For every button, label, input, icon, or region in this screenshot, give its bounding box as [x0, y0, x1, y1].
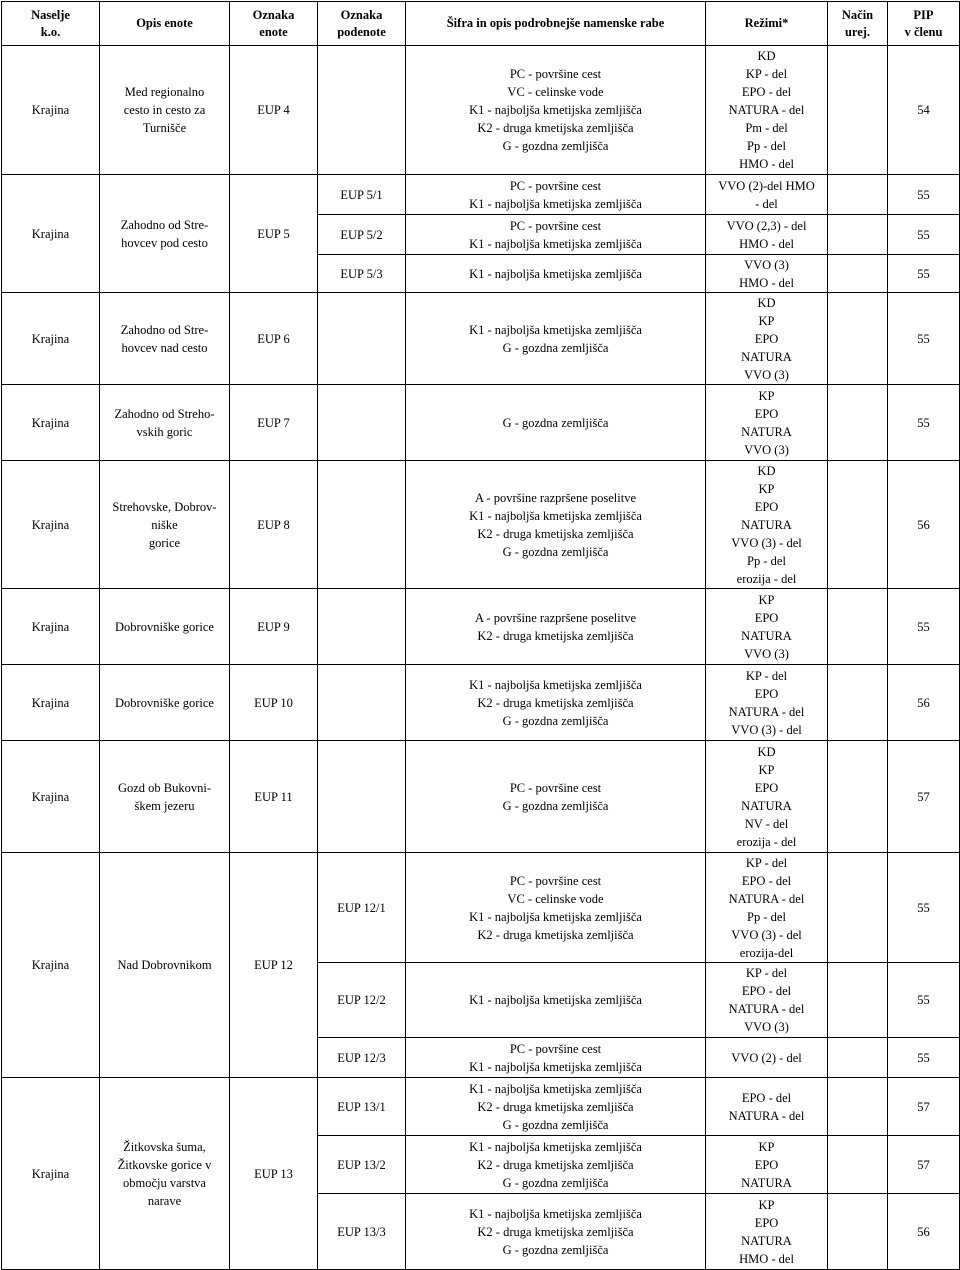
cell-sifra: PC - površine cest G - gozdna zemljišča [406, 741, 706, 853]
cell-sifra: PC - površine cest VC - celinske vode K1 - najboljša kmetijska zemljišča K2 - druga kmetijska zemljišča G - gozdna zemljišča [406, 46, 706, 175]
cell-rezimi: KP - del EPO NATURA - del VVO (3) - del [706, 665, 828, 741]
cell-pip: 55 [888, 853, 960, 963]
cell-sifra: K1 - najboljša kmetijska zemljišča K2 - druga kmetijska zemljišča G - gozdna zemljišča [406, 1136, 706, 1194]
cell-enota: EUP 11 [230, 741, 318, 853]
cell-podenota [318, 665, 406, 741]
cell-rezimi: KP EPO NATURA VVO (3) [706, 589, 828, 665]
cell-nacin [828, 963, 888, 1038]
cell-podenota [318, 589, 406, 665]
cell-sifra: G - gozdna zemljišča [406, 385, 706, 461]
table-row [2, 853, 960, 963]
cell-rezimi: KD KP EPO NATURA VVO (3) - del Pp - del erozija - del [706, 461, 828, 589]
cell-sifra: PC - površine cest K1 - najboljša kmetijska zemljišča [406, 175, 706, 215]
cell-podenota: EUP 12/2 [318, 963, 406, 1038]
cell-rezimi: KP - del EPO - del NATURA - del Pp - del VVO (3) - del erozija-del [706, 853, 828, 963]
cell-nacin [828, 385, 888, 461]
table-row [2, 1078, 960, 1136]
cell-pip: 55 [888, 589, 960, 665]
cell-rezimi: KP EPO NATURA HMO - del [706, 1194, 828, 1270]
cell-pip: 56 [888, 1194, 960, 1270]
cell-pip: 55 [888, 963, 960, 1038]
cell-naselje: Krajina [2, 46, 100, 175]
cell-pip: 57 [888, 741, 960, 853]
cell-pip: 55 [888, 385, 960, 461]
cell-rezimi: KD KP - del EPO - del NATURA - del Pm - del Pp - del HMO - del [706, 46, 828, 175]
cell-pip: 54 [888, 46, 960, 175]
cell-rezimi: EPO - del NATURA - del [706, 1078, 828, 1136]
cell-rezimi: KD KP EPO NATURA VVO (3) [706, 293, 828, 385]
cell-sifra: K1 - najboljša kmetijska zemljišča G - gozdna zemljišča [406, 293, 706, 385]
cell-nacin [828, 46, 888, 175]
cell-nacin [828, 665, 888, 741]
header-sifra: Šifra in opis podrobnejše namenske rabe [406, 2, 706, 46]
cell-podenota: EUP 12/1 [318, 853, 406, 963]
cell-podenota: EUP 5/3 [318, 255, 406, 293]
cell-sifra: PC - površine cest K1 - najboljša kmetijska zemljišča [406, 215, 706, 255]
header-nacin: Način urej. [828, 2, 888, 46]
cell-rezimi: KD KP EPO NATURA NV - del erozija - del [706, 741, 828, 853]
header-rezimi: Režimi* [706, 2, 828, 46]
cell-podenota: EUP 5/2 [318, 215, 406, 255]
cell-naselje: Krajina [2, 1078, 100, 1270]
cell-podenota: EUP 13/1 [318, 1078, 406, 1136]
cell-pip: 56 [888, 461, 960, 589]
cell-podenota [318, 741, 406, 853]
cell-enota: EUP 9 [230, 589, 318, 665]
cell-podenota: EUP 12/3 [318, 1038, 406, 1078]
header-oznaka-enote: Oznaka enote [230, 2, 318, 46]
cell-enota: EUP 5 [230, 175, 318, 293]
cell-pip: 56 [888, 665, 960, 741]
cell-pip: 55 [888, 215, 960, 255]
cell-opis: Zahodno od Stre- hovcev pod cesto [100, 175, 230, 293]
cell-sifra: PC - površine cest K1 - najboljša kmetijska zemljišča [406, 1038, 706, 1078]
cell-rezimi: VVO (2,3) - del HMO - del [706, 215, 828, 255]
cell-nacin [828, 589, 888, 665]
cell-sifra: K1 - najboljša kmetijska zemljišča [406, 963, 706, 1038]
cell-enota: EUP 8 [230, 461, 318, 589]
cell-rezimi: KP EPO NATURA VVO (3) [706, 385, 828, 461]
cell-naselje: Krajina [2, 293, 100, 385]
cell-enota: EUP 4 [230, 46, 318, 175]
cell-naselje: Krajina [2, 175, 100, 293]
cell-opis: Gozd ob Bukovni- škem jezeru [100, 741, 230, 853]
cell-pip: 57 [888, 1136, 960, 1194]
cell-enota: EUP 6 [230, 293, 318, 385]
cell-opis: Dobrovniške gorice [100, 665, 230, 741]
cell-naselje: Krajina [2, 741, 100, 853]
header-opis: Opis enote [100, 2, 230, 46]
header-pip: PIP v členu [888, 2, 960, 46]
cell-nacin [828, 1136, 888, 1194]
cell-rezimi: KP EPO NATURA [706, 1136, 828, 1194]
cell-rezimi: KP - del EPO - del NATURA - del VVO (3) [706, 963, 828, 1038]
cell-nacin [828, 255, 888, 293]
cell-podenota [318, 46, 406, 175]
cell-nacin [828, 853, 888, 963]
cell-enota: EUP 7 [230, 385, 318, 461]
cell-pip: 55 [888, 175, 960, 215]
cell-naselje: Krajina [2, 589, 100, 665]
eup-table [1, 1, 960, 1270]
cell-podenota [318, 461, 406, 589]
cell-naselje: Krajina [2, 385, 100, 461]
cell-opis: Žitkovska šuma, Žitkovske gorice v območju varstva narave [100, 1078, 230, 1270]
table-row [2, 461, 960, 589]
header-naselje: Naselje k.o. [2, 2, 100, 46]
cell-podenota [318, 385, 406, 461]
table-row [2, 46, 960, 175]
cell-nacin [828, 175, 888, 215]
cell-enota: EUP 10 [230, 665, 318, 741]
cell-opis: Dobrovniške gorice [100, 589, 230, 665]
table-row [2, 665, 960, 741]
cell-rezimi: VVO (2)-del HMO - del [706, 175, 828, 215]
cell-nacin [828, 461, 888, 589]
cell-sifra: K1 - najboljša kmetijska zemljišča K2 - druga kmetijska zemljišča G - gozdna zemljišča [406, 665, 706, 741]
cell-podenota [318, 293, 406, 385]
cell-sifra: A - površine razpršene poselitve K2 - druga kmetijska zemljišča [406, 589, 706, 665]
header-oznaka-podenote: Oznaka podenote [318, 2, 406, 46]
cell-podenota: EUP 13/2 [318, 1136, 406, 1194]
cell-sifra: PC - površine cest VC - celinske vode K1 - najboljša kmetijska zemljišča K2 - druga kmetijska zemljišča [406, 853, 706, 963]
table-row [2, 293, 960, 385]
cell-sifra: K1 - najboljša kmetijska zemljišča K2 - druga kmetijska zemljišča G - gozdna zemljišča [406, 1194, 706, 1270]
table-row [2, 741, 960, 853]
cell-rezimi: VVO (3) HMO - del [706, 255, 828, 293]
cell-nacin [828, 741, 888, 853]
cell-nacin [828, 215, 888, 255]
cell-pip: 55 [888, 293, 960, 385]
cell-pip: 57 [888, 1078, 960, 1136]
cell-opis: Nad Dobrovnikom [100, 853, 230, 1078]
cell-sifra: A - površine razpršene poselitve K1 - najboljša kmetijska zemljišča K2 - druga kmetijska zemljišča G - gozdna zemljišča [406, 461, 706, 589]
cell-sifra: K1 - najboljša kmetijska zemljišča K2 - druga kmetijska zemljišča G - gozdna zemljišča [406, 1078, 706, 1136]
cell-opis: Zahodno od Streho- vskih goric [100, 385, 230, 461]
cell-naselje: Krajina [2, 853, 100, 1078]
cell-sifra: K1 - najboljša kmetijska zemljišča [406, 255, 706, 293]
cell-nacin [828, 1078, 888, 1136]
cell-opis: Med regionalno cesto in cesto za Turnišče [100, 46, 230, 175]
cell-podenota: EUP 13/3 [318, 1194, 406, 1270]
cell-naselje: Krajina [2, 665, 100, 741]
cell-nacin [828, 293, 888, 385]
table-row [2, 589, 960, 665]
cell-opis: Zahodno od Stre- hovcev nad cesto [100, 293, 230, 385]
cell-podenota: EUP 5/1 [318, 175, 406, 215]
table-row [2, 385, 960, 461]
cell-nacin [828, 1038, 888, 1078]
cell-naselje: Krajina [2, 461, 100, 589]
cell-nacin [828, 1194, 888, 1270]
cell-pip: 55 [888, 1038, 960, 1078]
cell-enota: EUP 13 [230, 1078, 318, 1270]
cell-enota: EUP 12 [230, 853, 318, 1078]
cell-rezimi: VVO (2) - del [706, 1038, 828, 1078]
table-row [2, 175, 960, 215]
cell-pip: 55 [888, 255, 960, 293]
cell-opis: Strehovske, Dobrov- niške gorice [100, 461, 230, 589]
